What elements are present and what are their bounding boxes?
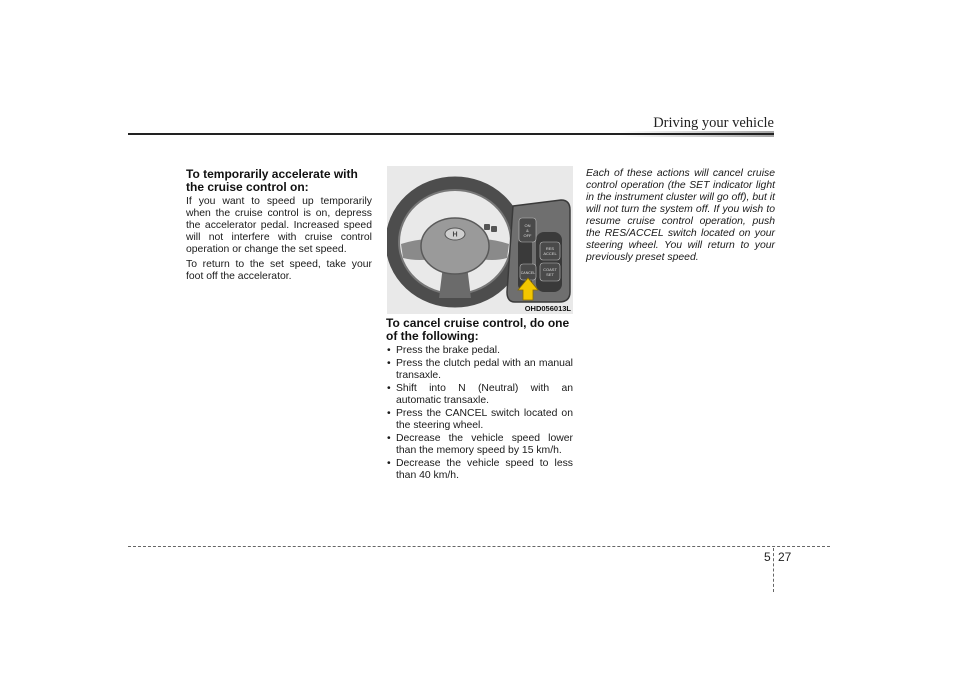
cancel-heading: To cancel cruise control, do one of the following:	[386, 316, 570, 343]
list-item: • Press the clutch pedal with an manual transaxle.	[386, 358, 573, 382]
coast-label: COAST	[543, 267, 557, 272]
svg-text:H: H	[452, 231, 458, 239]
list-item: • Decrease the vehicle speed to less than 40 km/h.	[386, 458, 573, 482]
list-item: • Shift into N (Neutral) with an automatic transaxle.	[386, 383, 573, 407]
header-rule	[128, 133, 774, 135]
cancel-note: Each of these actions will cancel cruise control operation (the SET indicator light in the instrument cluster will go off), but it will not turn the system off. If you wish to resume cruise control operation, push the RES/ACCEL switch located on your steering wheel. You will return to your previously preset speed.	[586, 168, 775, 263]
list-item: • Decrease the vehicle speed lower than the memory speed by 15 km/h.	[386, 433, 573, 457]
accelerate-paragraph-2: To return to the set speed, take your foot off the accelerator.	[186, 259, 372, 282]
steering-wheel-illustration	[387, 166, 573, 314]
running-header-title: Driving your vehicle	[653, 115, 774, 131]
svg-text:&: &	[526, 228, 529, 233]
middle-column	[386, 317, 573, 483]
accelerate-heading: To temporarily accelerate with the cruise control on:	[186, 167, 358, 194]
footer-rule	[128, 546, 830, 547]
figure-caption: OHD056013L	[524, 304, 571, 313]
page-number: 27	[778, 550, 792, 564]
wheel-hub	[421, 218, 489, 274]
chapter-number: 5	[764, 550, 771, 564]
page-number-divider	[773, 548, 774, 592]
on-label: ON	[524, 223, 531, 228]
steering-wheel-figure	[387, 166, 573, 314]
list-item: • Press the CANCEL switch located on the steering wheel.	[386, 408, 573, 432]
off-label: OFF	[523, 233, 532, 238]
set-label: SET	[546, 272, 554, 277]
right-column	[586, 168, 775, 267]
left-column	[186, 168, 372, 286]
cancel-label: CANCEL	[520, 271, 536, 275]
accelerate-paragraph-1: If you want to speed up temporarily when the cruise control is on, depress the accelerator pedal. Increased speed will not interfere with cruise control operation or change the set speed.	[186, 196, 372, 255]
list-item: • Press the brake pedal.	[386, 345, 573, 357]
res-label: RES	[545, 246, 555, 251]
cancel-actions-list	[386, 345, 573, 482]
accel-label: ACCEL	[543, 251, 557, 256]
